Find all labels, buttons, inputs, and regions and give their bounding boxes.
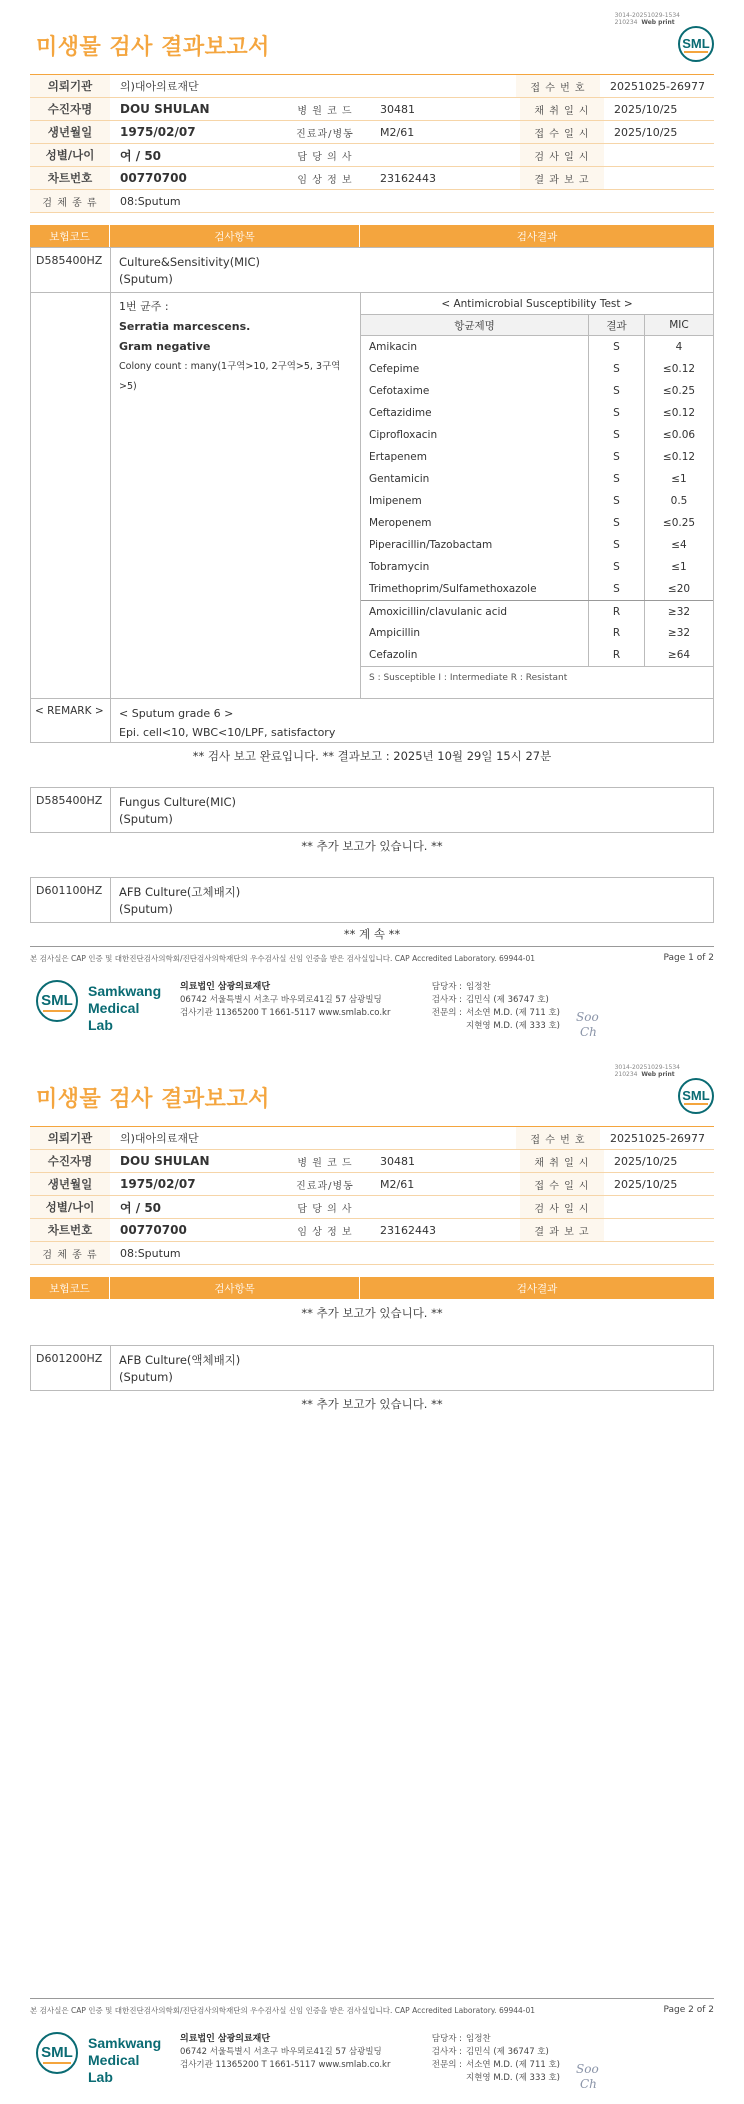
lab-logo: SML Samkwang Medical Lab [36, 978, 156, 1024]
lab-address: 의료법인 삼광의료재단 06742 서울특별시 서초구 바우뫼로41길 57 삼광빌딩 검사기관 11365200 T 1661-5117 www.smlab.co.kr [180, 2034, 391, 2070]
specialist-signature: Soo Ch [576, 1010, 599, 1039]
print-code: 3014-20251029-1534 210234 Web print [614, 12, 680, 26]
test-specimen: (Sputum) [119, 812, 173, 826]
organism-name: Serratia marcescens. [119, 320, 251, 333]
pending-note: ** 추가 보고가 있습니다. ** [301, 1306, 443, 1320]
test-row-culture-sensitivity [30, 247, 714, 293]
lab-staff: 담당자 : 임정찬 검사자 : 김민식 (제 36747 호) 전문의 : 서소연 M.D. (제 711 호) 지현영 M.D. (제 333 호) [431, 982, 561, 1031]
receive-label: 접 수 일 시 [520, 121, 604, 143]
lab-logo: SML Samkwang Medical Lab [36, 2030, 156, 2076]
org-label: 의뢰기관 [30, 75, 110, 97]
pending-note: ** 추가 보고가 있습니다. ** [301, 1397, 443, 1411]
sml-logo: SML [678, 1078, 714, 1114]
patient-info-table [30, 74, 714, 213]
accession-label: 접 수 번 호 [516, 75, 600, 97]
report-title: 미생물 검사 결과보고서 [36, 1087, 270, 1112]
header-code: 보험코드 [30, 225, 110, 247]
accession-value: 20251025-26977 [610, 79, 705, 93]
report-page-2 [0, 1052, 744, 2104]
ast-row: Ceftazidime S ≤0.12 [361, 402, 713, 424]
footer-cert: 본 검사실은 CAP 인증 및 대한진단검사의학회/진단검사의학재단의 우수검사실 신임 인증을 받은 검사실입니다. CAP Accredited Laboratory. 69944-01 Page 1 of 2 [30, 953, 714, 963]
ast-row: Trimethoprim/Sulfamethoxazole S ≤20 [361, 578, 713, 600]
test-specimen: (Sputum) [119, 902, 173, 916]
ast-row: Ciprofloxacin S ≤0.06 [361, 424, 713, 446]
ast-header-row [361, 315, 713, 336]
page-number: Page 1 of 2 [663, 953, 714, 963]
sml-logo: SML [678, 26, 714, 62]
ast-col-result: 결과 [589, 315, 645, 335]
result-table-header [30, 225, 714, 247]
name-label: 수진자명 [30, 98, 110, 120]
collect-label: 채 취 일 시 [520, 98, 604, 120]
test-specimen: (Sputum) [119, 1370, 173, 1384]
chart-value: 00770700 [120, 171, 187, 185]
ast-row: Amoxicillin/clavulanic acid R ≥32 [361, 600, 713, 622]
clinical-value: 23162443 [380, 171, 436, 185]
footer-cert: 본 검사실은 CAP 인증 및 대한진단검사의학회/진단검사의학재단의 우수검사실 신임 인증을 받은 검사실입니다. CAP Accredited Laboratory. 69944-01 Page 2 of 2 [30, 2005, 714, 2015]
doctor-value [370, 144, 520, 166]
doctor-label: 담 당 의 사 [297, 151, 353, 163]
ast-title: < Antimicrobial Susceptibility Test > [361, 293, 713, 315]
report-date-label: 결 과 보 고 [520, 167, 604, 189]
report-complete-note: ** 검사 보고 완료입니다. ** 결과보고 : 2025년 10월 29일 15시 27분 [192, 749, 552, 763]
receive-value: 2025/10/25 [614, 125, 678, 139]
test-name: Culture&Sensitivity(MIC) [119, 255, 261, 269]
test-date-value [604, 144, 714, 166]
patient-info-table: 의뢰기관 의)대아의료재단 접 수 번 호 20251025-26977 수진자명 DOU SHULAN 병 원 코 드 30481 채 취 일 시 2025/10/25 생년월일 1975/02/07 진료과/병동 M2/61 접 수 일 시 2025/10/25 성별/나이 여 / 50 담 당 의 사 검 사 일 시 차트번호 00770700 임 상 정 보 23162443 결 과 보 고 검 체 종 류 08:Sputum [30, 1126, 714, 1265]
test-specimen: (Sputum) [119, 272, 173, 286]
page-number: Page 2 of 2 [663, 2005, 714, 2015]
ast-col-mic: MIC [669, 319, 689, 331]
culture-detail [30, 293, 714, 699]
name-value: DOU SHULAN [120, 102, 210, 116]
ast-row: Gentamicin S ≤1 [361, 468, 713, 490]
ast-row: Piperacillin/Tazobactam S ≤4 [361, 534, 713, 556]
specialist-signature: Soo Ch [576, 2062, 599, 2091]
organism-number: 1번 균주 : [119, 300, 169, 313]
ast-row: Cefotaxime S ≤0.25 [361, 380, 713, 402]
hosp-code-value: 30481 [380, 102, 415, 116]
ast-table [361, 293, 713, 698]
gram-stain: Gram negative [119, 340, 211, 353]
remark-line-1: < Sputum grade 6 > [119, 707, 234, 720]
report-date-value [604, 167, 714, 189]
collect-value: 2025/10/25 [614, 102, 678, 116]
org-value: 의)대아의료재단 [120, 80, 199, 93]
specimen-value: 08:Sputum [120, 194, 181, 208]
ast-rows [361, 336, 713, 666]
test-code: D585400HZ [31, 788, 111, 832]
test-name: Fungus Culture(MIC) [119, 795, 236, 809]
sex-age-label: 성별/나이 [30, 144, 110, 166]
ast-col-drug: 항균제명 [361, 315, 589, 335]
pending-note: ** 추가 보고가 있습니다. ** [301, 839, 443, 853]
chart-label: 차트번호 [30, 167, 110, 189]
ast-row: Amikacin S 4 [361, 336, 713, 358]
print-code: 3014-20251029-1534 210234 Web print [614, 1064, 680, 1078]
lab-staff: 담당자 : 임정찬 검사자 : 김민식 (제 36747 호) 전문의 : 서소연 M.D. (제 711 호) 지현영 M.D. (제 333 호) [431, 2034, 561, 2083]
remark-row [30, 699, 714, 743]
ast-row: Tobramycin S ≤1 [361, 556, 713, 578]
dept-label: 진료과/병동 [296, 128, 354, 140]
report-title: 미생물 검사 결과보고서 [36, 35, 270, 60]
dob-value: 1975/02/07 [120, 125, 196, 139]
header-item: 검사항목 [110, 225, 360, 247]
test-row-afb-solid [30, 877, 714, 923]
organism-info [111, 293, 361, 698]
colony-count: Colony count : many(1구역>10, 2구역>5, 3구역>5) [119, 361, 341, 392]
ast-row: Cefazolin R ≥64 [361, 644, 713, 666]
ast-row: Ertapenem S ≤0.12 [361, 446, 713, 468]
test-row-fungus-culture [30, 787, 714, 833]
lab-address: 의료법인 삼광의료재단 06742 서울특별시 서초구 바우뫼로41길 57 삼광빌딩 검사기관 11365200 T 1661-5117 www.smlab.co.kr [180, 982, 391, 1018]
test-date-label: 검 사 일 시 [520, 144, 604, 166]
result-table-header: 보험코드 검사항목 검사결과 [30, 1277, 714, 1299]
hosp-code-label: 병 원 코 드 [297, 105, 353, 117]
specimen-label: 검 체 종 류 [30, 190, 110, 212]
remark-line-2: Epi. cell<10, WBC<10/LPF, satisfactory [119, 726, 336, 739]
clinical-label: 임 상 정 보 [297, 174, 353, 186]
ast-row: Ampicillin R ≥32 [361, 622, 713, 644]
remark-label: < REMARK > [31, 699, 111, 742]
sex-age-value: 여 / 50 [120, 148, 162, 163]
ast-row: Cefepime S ≤0.12 [361, 358, 713, 380]
test-code: D585400HZ [31, 248, 111, 292]
dob-label: 생년월일 [30, 121, 110, 143]
ast-row: Meropenem S ≤0.25 [361, 512, 713, 534]
test-code: D601200HZ [31, 1346, 111, 1390]
header-result: 검사결과 [516, 230, 558, 243]
test-row-afb-liquid [30, 1345, 714, 1391]
continued-note: ** 계 속 ** [343, 927, 401, 941]
dept-value: M2/61 [380, 125, 415, 139]
ast-row: Imipenem S 0.5 [361, 490, 713, 512]
test-name: AFB Culture(액체배지) [119, 1353, 241, 1367]
test-code: D601100HZ [31, 878, 111, 922]
ast-legend: S : Susceptible I : Intermediate R : Resistant [361, 666, 713, 689]
test-name: AFB Culture(고체배지) [119, 885, 241, 899]
